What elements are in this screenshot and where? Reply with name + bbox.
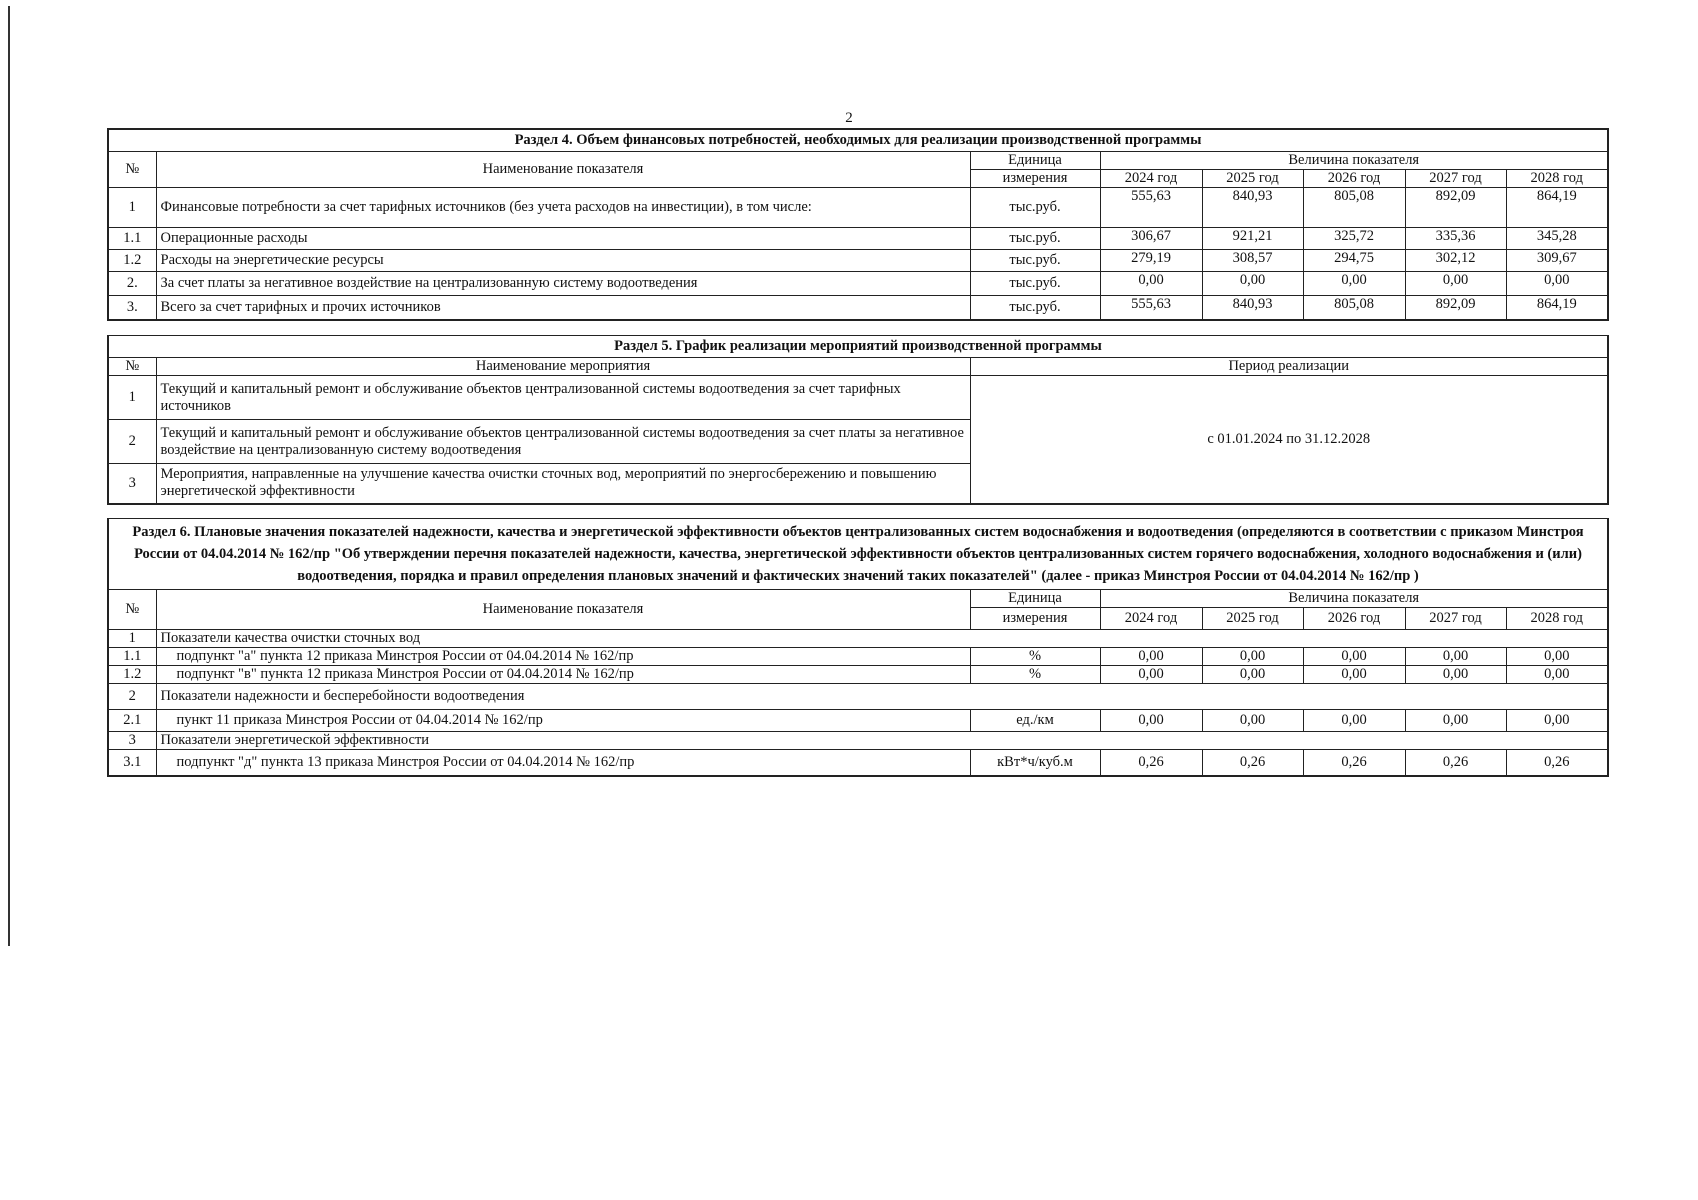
row-name: Расходы на энергетические ресурсы [156, 250, 970, 272]
row-value: 840,93 [1202, 188, 1303, 228]
group-name: Показатели энергетической эффективности [156, 732, 1608, 750]
col-unit-header-2: измерения [970, 608, 1100, 630]
row-value: 0,00 [1202, 710, 1303, 732]
row-name: За счет платы за негативное воздействие на централизованную систему водоотведения [156, 272, 970, 296]
row-value: 0,00 [1405, 666, 1506, 684]
col-num-header: № [108, 590, 156, 630]
table-row [108, 750, 1608, 776]
year-header: 2026 год [1303, 608, 1405, 630]
year-header: 2028 год [1506, 608, 1608, 630]
row-value: 0,00 [1405, 272, 1506, 296]
row-name: Текущий и капитальный ремонт и обслуживание объектов централизованной системы водоотведения за счет тарифных источников [156, 376, 970, 420]
row-value: 805,08 [1303, 188, 1405, 228]
row-name: Мероприятия, направленные на улучшение качества очистки сточных вод, мероприятий по энергосбережению и повышению энергетической эффективности [156, 464, 970, 504]
row-number: 2.1 [108, 710, 156, 732]
row-value: 892,09 [1405, 296, 1506, 320]
row-value: 0,00 [1202, 666, 1303, 684]
group-number: 1 [108, 630, 156, 648]
group-number: 3 [108, 732, 156, 750]
row-value: 0,00 [1405, 648, 1506, 666]
row-name: подпункт "д" пункта 13 приказа Минстроя России от 04.04.2014 № 162/пр [156, 750, 970, 776]
row-number: 1 [108, 188, 156, 228]
year-header: 2024 год [1100, 608, 1202, 630]
row-unit: тыс.руб. [970, 228, 1100, 250]
row-name: Всего за счет тарифных и прочих источников [156, 296, 970, 320]
row-unit: % [970, 648, 1100, 666]
row-value: 555,63 [1100, 188, 1202, 228]
row-unit: ед./км [970, 710, 1100, 732]
row-name: Финансовые потребности за счет тарифных источников (без учета расходов на инвестиции), в том числе: [156, 188, 970, 228]
row-value: 0,00 [1506, 272, 1608, 296]
row-name: Текущий и капитальный ремонт и обслуживание объектов централизованной системы водоотведения за счет платы за негативное воздействие на централизованную систему водоотведения [156, 420, 970, 464]
group-row [108, 684, 1608, 710]
row-number: 1 [108, 376, 156, 420]
row-value: 0,00 [1303, 666, 1405, 684]
row-value: 0,00 [1405, 710, 1506, 732]
group-row [108, 732, 1608, 750]
row-value: 0,26 [1100, 750, 1202, 776]
row-number: 3 [108, 464, 156, 504]
row-value: 0,00 [1506, 666, 1608, 684]
row-number: 2 [108, 420, 156, 464]
row-value: 0,00 [1100, 710, 1202, 732]
indicators-table [107, 518, 1609, 777]
group-name: Показатели надежности и бесперебойности водоотведения [156, 684, 1608, 710]
table-row [108, 666, 1608, 684]
row-value: 308,57 [1202, 250, 1303, 272]
col-unit-header-1: Единица [970, 590, 1100, 608]
scan-edge-line [8, 6, 10, 946]
col-num-header: № [108, 358, 156, 376]
col-name-header: Наименование показателя [156, 590, 970, 630]
row-value: 0,26 [1202, 750, 1303, 776]
col-period-header: Период реализации [970, 358, 1608, 376]
row-unit: кВт*ч/куб.м [970, 750, 1100, 776]
row-value: 306,67 [1100, 228, 1202, 250]
row-value: 345,28 [1506, 228, 1608, 250]
row-unit: % [970, 666, 1100, 684]
row-value: 864,19 [1506, 188, 1608, 228]
table-row [108, 250, 1608, 272]
implementation-period: с 01.01.2024 по 31.12.2028 [970, 376, 1608, 504]
row-value: 279,19 [1100, 250, 1202, 272]
row-name: подпункт "в" пункта 12 приказа Минстроя России от 04.04.2014 № 162/пр [156, 666, 970, 684]
row-unit: тыс.руб. [970, 188, 1100, 228]
row-value: 0,00 [1506, 710, 1608, 732]
row-unit: тыс.руб. [970, 296, 1100, 320]
table-row [108, 188, 1608, 228]
row-value: 555,63 [1100, 296, 1202, 320]
group-number: 2 [108, 684, 156, 710]
row-name: подпункт "а" пункта 12 приказа Минстроя России от 04.04.2014 № 162/пр [156, 648, 970, 666]
row-value: 0,00 [1303, 648, 1405, 666]
table-row [108, 710, 1608, 732]
row-number: 1.1 [108, 648, 156, 666]
page-number: 2 [845, 110, 853, 126]
col-num-header: № [108, 152, 156, 188]
row-value: 0,26 [1405, 750, 1506, 776]
row-value: 0,00 [1100, 666, 1202, 684]
row-value: 0,00 [1202, 272, 1303, 296]
schedule-table [107, 335, 1609, 505]
section5-title: Раздел 5. График реализации мероприятий производственной программы [108, 336, 1608, 358]
row-value: 294,75 [1303, 250, 1405, 272]
row-number: 1.2 [108, 666, 156, 684]
row-value: 805,08 [1303, 296, 1405, 320]
table-row [108, 228, 1608, 250]
row-value: 0,26 [1303, 750, 1405, 776]
row-value: 0,00 [1303, 272, 1405, 296]
row-value: 0,26 [1506, 750, 1608, 776]
year-header: 2025 год [1202, 608, 1303, 630]
row-unit: тыс.руб. [970, 272, 1100, 296]
row-value: 0,00 [1100, 272, 1202, 296]
row-number: 1.2 [108, 250, 156, 272]
row-value: 0,00 [1303, 710, 1405, 732]
col-name-header: Наименование показателя [156, 152, 970, 188]
row-value: 864,19 [1506, 296, 1608, 320]
section4-title: Раздел 4. Объем финансовых потребностей, необходимых для реализации производственной программы [108, 129, 1608, 152]
col-unit-header-1: Единица [970, 152, 1100, 170]
row-value: 921,21 [1202, 228, 1303, 250]
group-name: Показатели качества очистки сточных вод [156, 630, 1608, 648]
row-value: 0,00 [1506, 648, 1608, 666]
row-value: 0,00 [1100, 648, 1202, 666]
row-value: 0,00 [1202, 648, 1303, 666]
row-name: пункт 11 приказа Минстроя России от 04.04.2014 № 162/пр [156, 710, 970, 732]
row-value: 325,72 [1303, 228, 1405, 250]
section6-title: Раздел 6. Плановые значения показателей надежности, качества и энергетической эффективности объектов централизованных систем водоснабжения и водоотведения (определяются в соответствии с приказом Минстроя России от 04.04.2014 № 162/пр "Об утверждении перечня показателей надежности, качества, энергетической эффективности объектов централизованных систем горячего водоснабжения, холодного водоснабжения и (или) водоотведения, порядка и правил определения плановых значений и фактических значений таких показателей" (далее - приказ Минстроя России от 04.04.2014 № 162/пр ) [108, 519, 1608, 590]
year-header: 2026 год [1303, 170, 1405, 188]
row-value: 302,12 [1405, 250, 1506, 272]
row-number: 2. [108, 272, 156, 296]
row-value: 335,36 [1405, 228, 1506, 250]
row-number: 3. [108, 296, 156, 320]
row-name: Операционные расходы [156, 228, 970, 250]
col-unit-header-2: измерения [970, 170, 1100, 188]
row-value: 840,93 [1202, 296, 1303, 320]
group-row [108, 630, 1608, 648]
table-row [108, 376, 1608, 420]
row-value: 892,09 [1405, 188, 1506, 228]
year-header: 2024 год [1100, 170, 1202, 188]
table-row [108, 648, 1608, 666]
table-row [108, 296, 1608, 320]
row-unit: тыс.руб. [970, 250, 1100, 272]
financial-needs-table [107, 128, 1609, 321]
row-number: 3.1 [108, 750, 156, 776]
year-header: 2027 год [1405, 608, 1506, 630]
row-value: 309,67 [1506, 250, 1608, 272]
year-header: 2027 год [1405, 170, 1506, 188]
col-value-header: Величина показателя [1100, 590, 1608, 608]
col-value-header: Величина показателя [1100, 152, 1608, 170]
year-header: 2028 год [1506, 170, 1608, 188]
table-row [108, 272, 1608, 296]
year-header: 2025 год [1202, 170, 1303, 188]
col-activity-header: Наименование мероприятия [156, 358, 970, 376]
row-number: 1.1 [108, 228, 156, 250]
